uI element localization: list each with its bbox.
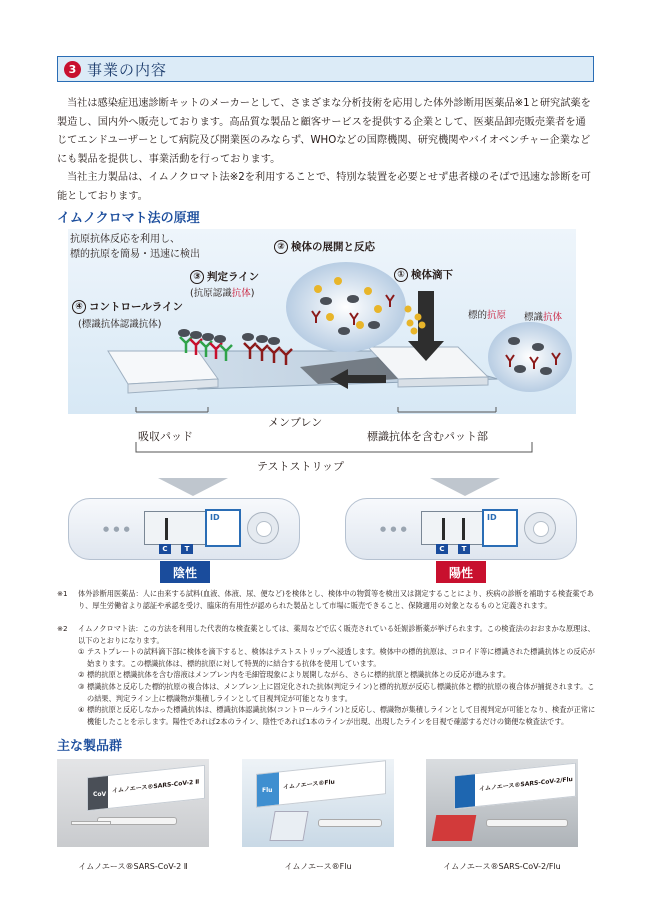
id-box	[482, 509, 518, 547]
step2-text: 検体の展開と反応	[291, 241, 375, 253]
id-label: ID	[210, 513, 220, 522]
footnote-step-text: 標識抗体と反応した標的抗原の複合体は、メンブレン上に固定化された抗体(判定ライン)と標的抗原が反応し標識抗体と標的抗原の複合体が捕捉されます。この結果、判定ライン上に標識物が集積しラインとして目視判定が可能となります。	[87, 681, 595, 703]
product-box-side-text: Flu	[262, 787, 273, 794]
reaction-bubble	[286, 262, 406, 352]
c-marker: C	[159, 544, 171, 554]
control-line	[442, 518, 445, 540]
step1-label	[394, 267, 453, 282]
swab	[71, 821, 111, 825]
product-box-text: イムノエース®Flu	[283, 778, 335, 791]
step4-label	[72, 299, 183, 314]
product-box-text: イムノエース®SARS-CoV-2/Flu	[479, 775, 573, 793]
product-box	[454, 763, 576, 810]
step3-text: 判定ライン	[207, 271, 260, 283]
chevron-down-icon	[158, 478, 228, 498]
c-marker: C	[436, 544, 448, 554]
test-device-positive	[345, 498, 577, 560]
sample-well	[247, 512, 279, 544]
step2-label	[274, 239, 375, 254]
id-box	[205, 509, 241, 547]
footnote-step-num: ③	[78, 681, 85, 691]
step4-number: ④	[72, 300, 86, 314]
id-label: ID	[487, 513, 497, 522]
footnote-step-text: 標的抗原と反応しなかった標識抗体は、標識抗体認識抗体(コントロールライン)と反応し、標識物が集積しラインとして目視判定が可能となり、検査が正常に機能したことを示します。陽性であれば2本のライン、陰性であれば1本のラインが出現、出現したラインを目視で確認するだけの簡便な検査法です。	[87, 705, 596, 726]
intro-paragraph-1: 当社は感染症迅速診断キットのメーカーとして、さまざまな分析技術を応用した体外診断用医薬品※1と研究試薬を製造し、国内外へ販売しております。高品質な製品と顧客サービスを提供する企業として、医薬品卸売販売業者を通じてエンドユーザーとして病院及び開業医のみならず、WHOなどの国際機関、研究機関やバイオベンチャー企業などにも製品を提供し、事業活動を行っております。	[57, 98, 591, 165]
principle-heading: イムノクロマト法の原理	[57, 211, 200, 226]
step3-sub	[190, 285, 254, 299]
intro-paragraph-2: 当社主力製品は、イムノクロマト法※2を利用することで、特別な装置を必要とせず患者様のそばで迅速な診断を可能としております。	[57, 172, 591, 202]
footnote-1-text: 体外診断用医薬品：人に由来する試料(血液、体液、尿、便など)を検体とし、検体中の物質等を検出又は測定することにより、疾病の診断を補助する検査薬であり、厚生労働省より認証や承認を受け、臨床的有用性が認められた製品として市場に販売できること、保険適用の対象となるものと定義されます。	[78, 589, 594, 610]
conjugate-pad-side	[398, 377, 488, 387]
absorbent-pad	[108, 351, 218, 384]
product-image-3	[426, 759, 578, 847]
target-highlight: 抗原	[487, 310, 507, 321]
product-box-text: イムノエース®SARS-CoV-2 Ⅱ	[112, 778, 200, 795]
conjugate-pad-label: 標識抗体を含むパット部	[367, 430, 488, 443]
step4-sub: (標識抗体認識抗体)	[78, 319, 162, 330]
footnote-step-num: ④	[78, 705, 85, 715]
test-cassette	[318, 819, 382, 827]
footnote-2-text: イムノクロマト法：この方法を利用した代表的な検査薬としては、薬局などで広く販売されている妊娠診断薬が挙げられます。この検査法のおおまかな原理は、以下のとおりになります。	[78, 624, 595, 645]
step1-text: 検体滴下	[411, 269, 453, 281]
product-image-1	[57, 759, 209, 847]
result-window	[421, 511, 483, 553]
footnote-1-mark: ※1	[57, 589, 68, 598]
footnote-2-mark: ※2	[57, 624, 68, 633]
product-image-2	[242, 759, 394, 847]
footnote-2	[57, 623, 600, 727]
chevron-down-icon	[430, 478, 500, 498]
section-header	[57, 56, 594, 82]
footnote-step	[78, 704, 600, 727]
footnote-step-num: ②	[78, 670, 85, 680]
footnote-step-text: テストプレートの試料滴下部に検体を滴下すると、検体はテストストリップへ浸透します。検体中の標的抗原は、コロイド等に標識された標識抗体との反応が始まります。この標識抗体は、標的抗原に対して特異的に結合する抗体を使用しています。	[87, 647, 595, 668]
footnote-step	[78, 669, 600, 681]
footnote-step	[78, 646, 600, 669]
t-marker: T	[458, 544, 470, 554]
device-dots: ● ● ●	[380, 525, 408, 533]
footnote-step-text: 標的抗原と標識抗体を含む溶液はメンブレン内を毛細管現象により展開しながら、さらに標的抗原と標識抗体との反応が進みます。	[87, 670, 511, 680]
footnote-2-body	[78, 623, 600, 727]
labeled-highlight: 抗体	[543, 312, 563, 323]
product-caption-2: イムノエース®Flu	[284, 862, 352, 871]
product-caption-1: イムノエース®SARS-CoV-2 Ⅱ	[78, 862, 188, 871]
footnote-1	[57, 588, 600, 611]
sample-well	[524, 512, 556, 544]
product-box-band	[455, 774, 475, 808]
step3-sub-a: (抗原認識	[190, 288, 232, 299]
target-prefix: 標的	[468, 310, 488, 321]
test-device-negative	[68, 498, 300, 560]
device-dots: ● ● ●	[103, 525, 131, 533]
principle-note-line-2: 標的抗原を簡易・迅速に検出	[70, 249, 200, 260]
step3-sub-c: )	[250, 288, 255, 299]
section-number-badge: 3	[64, 61, 81, 78]
control-line	[165, 518, 168, 540]
negative-result-badge: 陰性	[160, 561, 210, 583]
step4-text: コントロールライン	[89, 301, 183, 313]
principle-note	[70, 232, 200, 262]
step1-number: ①	[394, 268, 408, 282]
product-box-side-text: CoV	[93, 791, 107, 798]
step2-number: ②	[274, 240, 288, 254]
footnote-step-num: ①	[78, 647, 85, 657]
t-marker: T	[181, 544, 193, 554]
labeled-antibody-label	[524, 309, 562, 323]
product-box	[87, 765, 205, 811]
product-box	[256, 760, 386, 808]
step3-sub-b: 抗体	[231, 288, 251, 299]
step3-label	[190, 269, 259, 284]
absorbent-pad-label: 吸収パッド	[138, 430, 193, 443]
positive-result-badge: 陽性	[436, 561, 486, 583]
result-window	[144, 511, 206, 553]
section-title: 事業の内容	[87, 60, 168, 79]
test-line	[462, 518, 465, 540]
buffer-pack	[432, 815, 477, 841]
principle-note-line-1: 抗原抗体反応を利用し、	[70, 234, 180, 245]
products-heading: 主な製品群	[57, 739, 123, 754]
labeled-prefix: 標識	[524, 312, 544, 323]
step3-number: ③	[190, 270, 204, 284]
immunochromatography-diagram	[68, 229, 576, 414]
test-cassette	[486, 819, 568, 827]
membrane-label: メンブレン	[268, 416, 323, 429]
target-antigen-label	[468, 307, 506, 321]
product-caption-3: イムノエース®SARS-CoV-2/Flu	[443, 862, 561, 871]
buffer-pack	[269, 811, 308, 841]
footnote-step	[78, 681, 600, 704]
test-strip-label: テストストリップ	[257, 460, 345, 473]
